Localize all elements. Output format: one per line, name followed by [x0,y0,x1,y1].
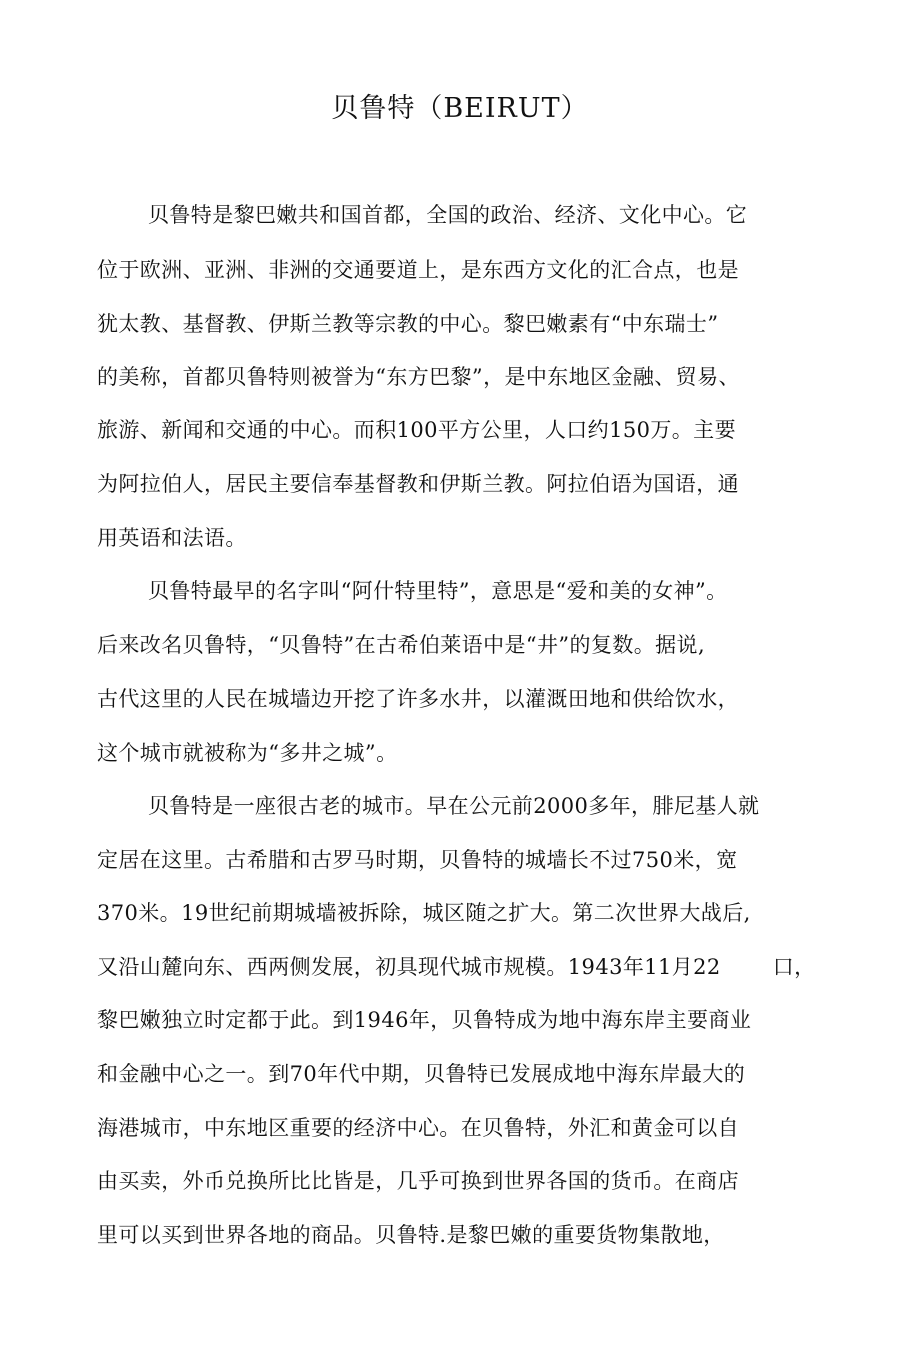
text-line: 位于欧洲、亚洲、非洲的交通要道上，是东西方文化的汇合点，也是 [97,258,739,282]
text-line: 和金融中心之一。到70年代中期，贝鲁特已发展成地中海东岸最大的 [97,1062,746,1086]
text-line: 海港城市，中东地区重要的经济中心。在贝鲁特，外汇和黄金可以自 [97,1116,739,1140]
text-line: 贝鲁特是黎巴嫩共和国首都，全国的政治、经济、文化中心。它 [148,203,748,227]
text-line: 犹太教、基督教、伊斯兰教等宗教的中心。黎巴嫩素有“中东瑞士” [97,312,719,336]
text-line [97,952,816,982]
text-line: 贝鲁特是一座很古老的城市。早在公元前2000多年，腓尼基人就 [148,794,760,818]
text-line: 黎巴嫩独立时定都于此。到1946年，贝鲁特成为地中海东岸主要商业 [97,1008,752,1032]
text-line: 用英语和法语。 [97,526,247,550]
text-line: 的美称，首都贝鲁特则被誉为“东方巴黎”，是中东地区金融、贸易、 [97,365,740,389]
text-line: 后来改名贝鲁特，“贝鲁特”在古希伯莱语中是“井”的复数。据说, [97,633,706,657]
text-line: 为阿拉伯人，居民主要信奉基督教和伊斯兰教。阿拉伯语为国语，通 [97,472,739,496]
text-line: 贝鲁特最早的名字叫“阿什特里特”，意思是“爱和美的女神”。 [148,579,728,603]
text-line: 这个城市就被称为“多井之城”。 [97,741,398,765]
text-line: 由买卖，外币兑换所比比皆是，几乎可换到世界各国的货币。在商店 [97,1169,739,1193]
text-line: 里可以买到世界各地的商品。贝鲁特.是黎巴嫩的重要货物集散地， [97,1223,725,1247]
text-line: 古代这里的人民在城墙边开挖了许多水井，以灌溉田地和供给饮水， [97,687,739,711]
text-line: 旅游、新闻和交通的中心。而积100平方公里，人口约150万。主要 [97,418,736,442]
text-line: 定居在这里。古希腊和古罗马时期，贝鲁特的城墙长不过750米，宽 [97,848,738,872]
text-line-part: 口， [772,955,816,979]
text-line-part: 又沿山麓向东、西两侧发展，初具现代城市规模。1943年11月22 [97,955,721,979]
document-title: 贝鲁特（BEIRUT） [331,93,589,124]
text-line: 370米。19世纪前期城墙被拆除，城区随之扩大。第二次世界大战后, [97,901,751,925]
